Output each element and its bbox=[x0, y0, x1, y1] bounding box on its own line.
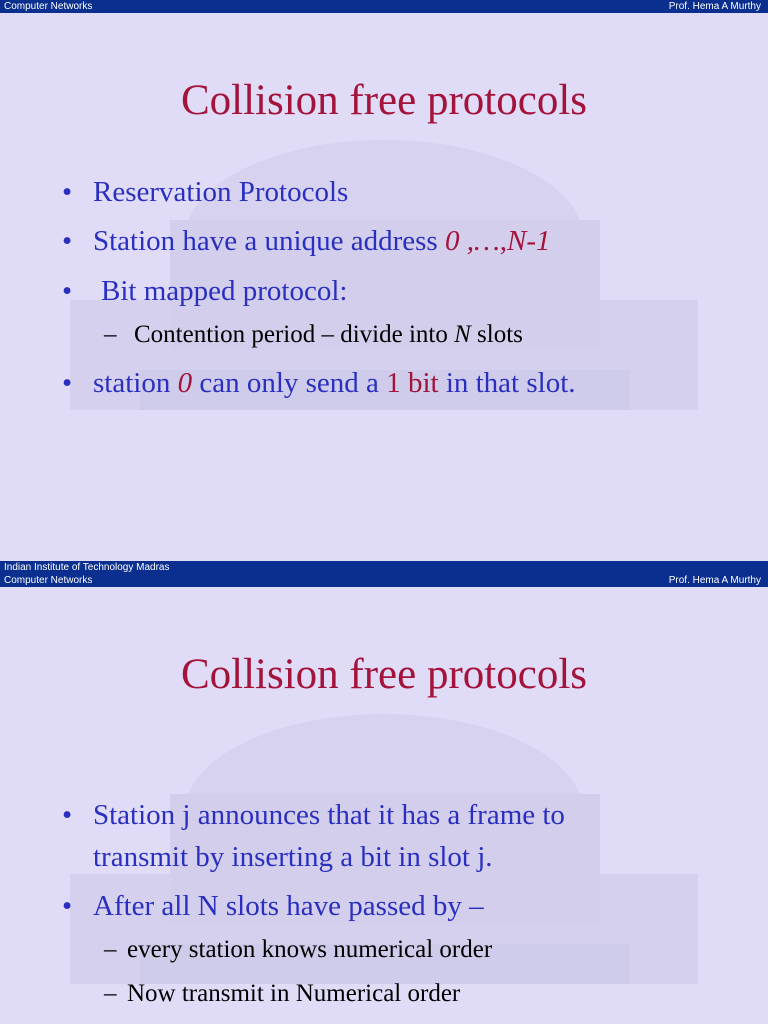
bullet-text-part: Station have a unique address bbox=[93, 225, 445, 257]
slide-2 bbox=[0, 574, 768, 1024]
bullet-text-part: can only send a bbox=[192, 367, 387, 399]
sub-bullet-text-part: slots bbox=[470, 321, 523, 348]
bullet-text bbox=[93, 366, 576, 400]
bullet-glyph: • bbox=[62, 225, 73, 257]
variable-n: N bbox=[454, 321, 471, 348]
bullet-text: transmit by inserting a bit in slot j. bbox=[93, 841, 493, 873]
dash-glyph: – bbox=[104, 936, 117, 963]
bullet-glyph: • bbox=[62, 176, 73, 208]
sub-bullet-text: Now transmit in Numerical order bbox=[127, 980, 461, 1007]
bullet-glyph: • bbox=[62, 367, 73, 399]
slide-title: Collision free protocols bbox=[180, 651, 588, 698]
author-name: Prof. Hema A Murthy bbox=[668, 575, 761, 586]
bullet-text: After all N slots have passed by – bbox=[93, 890, 484, 922]
bullet-glyph: • bbox=[62, 275, 73, 307]
bullet-text-part: station bbox=[93, 367, 178, 399]
station-zero: 0 bbox=[177, 367, 193, 399]
author-name: Prof. Hema A Murthy bbox=[668, 1, 761, 12]
one-bit: 1 bit bbox=[386, 367, 439, 399]
bullet-text: Reservation Protocols bbox=[93, 176, 349, 208]
course-name: Computer Networks bbox=[4, 575, 93, 586]
bullet-text-part: in that slot. bbox=[438, 367, 576, 399]
bullet-text: Bit mapped protocol: bbox=[101, 275, 348, 307]
address-range: 0 ,…,N-1 bbox=[444, 225, 551, 257]
bullet-glyph: • bbox=[62, 799, 73, 831]
header-bar bbox=[0, 574, 768, 587]
dash-glyph: – bbox=[104, 321, 117, 348]
sub-bullet-text bbox=[134, 320, 523, 350]
slide-title: Collision free protocols bbox=[180, 77, 588, 124]
footer-bar bbox=[0, 561, 768, 574]
sub-bullet-text-part: Contention period – divide into bbox=[134, 321, 455, 348]
bullet-text: Station j announces that it has a frame to bbox=[93, 799, 565, 831]
sub-bullet-text: every station knows numerical order bbox=[127, 936, 493, 963]
header-bar bbox=[0, 0, 768, 13]
course-name: Computer Networks bbox=[4, 1, 93, 12]
bullet-glyph: • bbox=[62, 890, 73, 922]
bullet-text bbox=[93, 224, 550, 258]
dash-glyph: – bbox=[104, 980, 117, 1007]
institute-name: Indian Institute of Technology Madras bbox=[4, 562, 170, 573]
